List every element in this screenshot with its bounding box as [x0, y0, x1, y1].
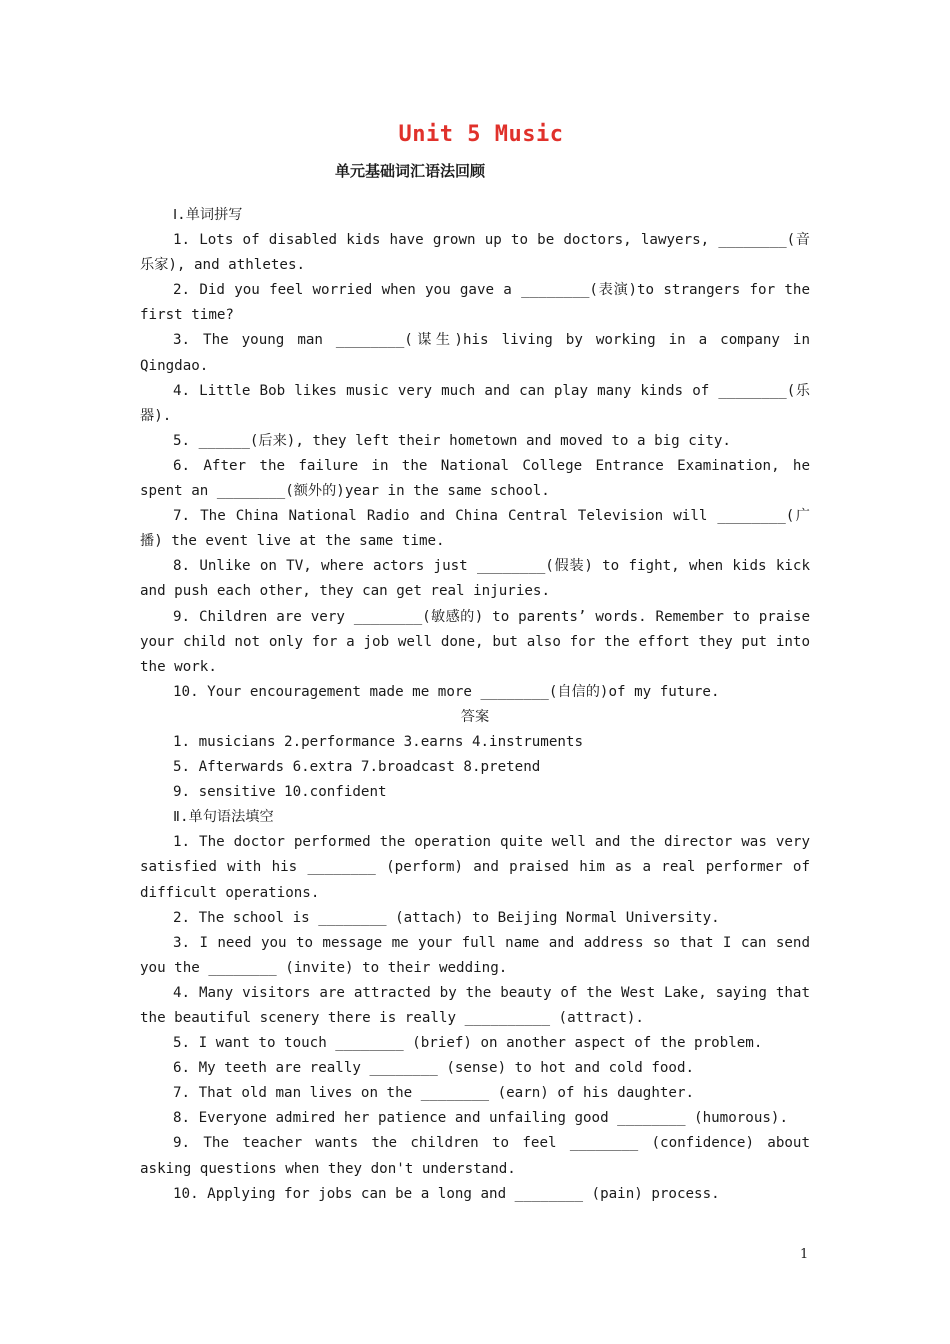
answer-heading: 答案	[460, 708, 490, 725]
section-heading: Ⅱ.单句语法填空	[173, 809, 274, 826]
exercise-item: 9. The teacher wants the children to feel ________ (confidence) about asking questions when they don't understand.	[140, 1135, 810, 1177]
exercise-item: 9. Children are very ________(敏感的) to parents’ words. Remember to praise your child not only for a job well done, but also for the effort they put into the work.	[140, 608, 810, 675]
exercise-item: 3. I need you to message me your full name and address so that I can send you the ________ (invite) to their wedding.	[140, 934, 810, 976]
exercise-item: 4. Little Bob likes music very much and can play many kinds of ________(乐器).	[140, 382, 810, 424]
exercise-item: 7. That old man lives on the ________ (earn) of his daughter.	[173, 1085, 695, 1102]
exercise-item: 3. The young man ________(谋生)his living by working in a company in Qingdao.	[140, 332, 810, 374]
answer-line: 5. Afterwards 6.extra 7.broadcast 8.pretend	[173, 759, 541, 776]
exercise-item: 10. Applying for jobs can be a long and ________ (pain) process.	[173, 1185, 720, 1202]
answer-line: 1. musicians 2.performance 3.earns 4.instruments	[173, 733, 583, 750]
document-body	[140, 203, 810, 1207]
page-title: Unit 5 Music	[398, 122, 564, 147]
exercise-item: 1. Lots of disabled kids have grown up to be doctors, lawyers, ________(音乐家), and athletes.	[140, 232, 810, 274]
exercise-item: 6. After the failure in the National College Entrance Examination, he spent an ________(额外的)year in the same school.	[140, 457, 810, 500]
exercise-item: 6. My teeth are really ________ (sense) to hot and cold food.	[173, 1060, 695, 1077]
exercise-item: 5. I want to touch ________ (brief) on another aspect of the problem.	[173, 1035, 763, 1052]
exercise-item: 2. Did you feel worried when you gave a ________(表演)to strangers for the first time?	[140, 282, 810, 324]
page-number: 1	[800, 1247, 809, 1262]
exercise-item: 8. Everyone admired her patience and unfailing good ________ (humorous).	[173, 1110, 788, 1127]
exercise-item: 8. Unlike on TV, where actors just ________(假装) to fight, when kids kick and push each other, they can get real injuries.	[140, 558, 810, 600]
section-heading: Ⅰ.单词拼写	[173, 207, 243, 223]
exercise-item: 2. The school is ________ (attach) to Beijing Normal University.	[173, 909, 720, 926]
answer-line: 9. sensitive 10.confident	[173, 784, 387, 801]
exercise-item: 10. Your encouragement made me more ________(自信的)of my future.	[173, 683, 720, 700]
exercise-item: 7. The China National Radio and China Central Television will ________(广播) the event live at the same time.	[140, 508, 810, 550]
exercise-item: 4. Many visitors are attracted by the beauty of the West Lake, saying that the beautiful scenery there is really __________ (attract).	[140, 984, 810, 1026]
exercise-item: 1. The doctor performed the operation quite well and the director was very satisfied with his ________ (perform) and praised him as a real performer of difficult operations.	[140, 834, 810, 901]
exercise-item: 5. ______(后来), they left their hometown and moved to a big city.	[173, 432, 731, 449]
page-subtitle: 单元基础词汇语法回顾	[334, 162, 485, 180]
